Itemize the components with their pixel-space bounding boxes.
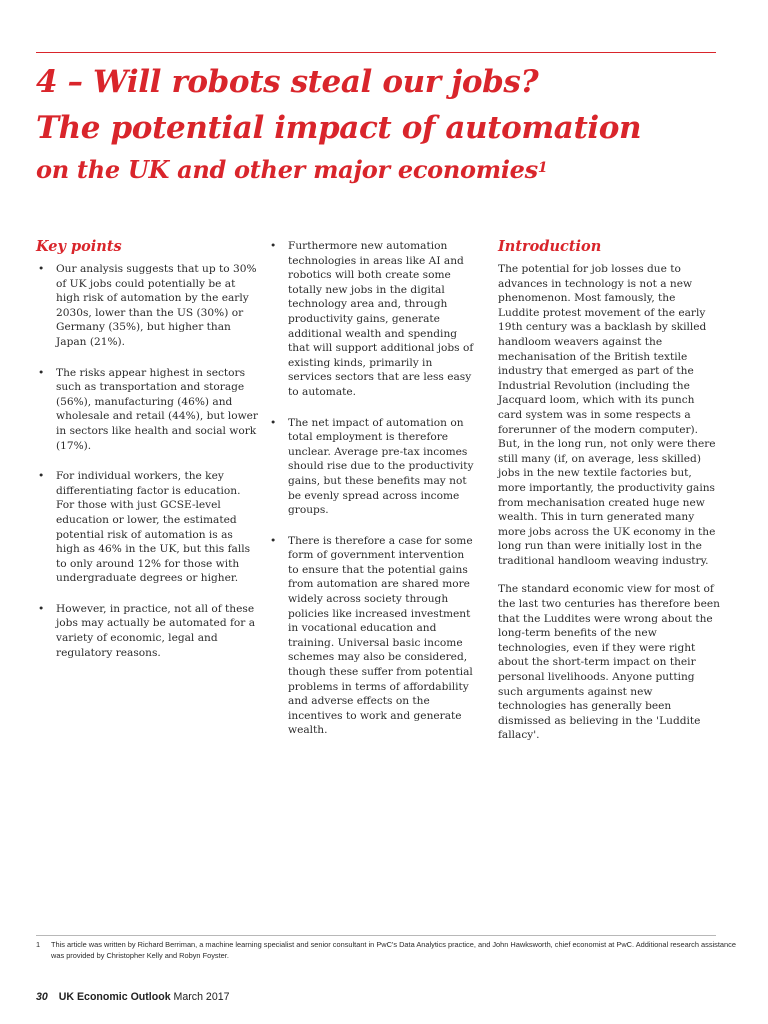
middle-points-column: [268, 239, 476, 754]
top-rule: [36, 52, 716, 53]
introduction-paragraph: The potential for job losses due to advances in technology is not a new phenomenon. Most famously, the Luddite protest movement of the early 19th century was a backlash by skilled handloom weavers against the mechanisation of the British textile industry that emerged as part of the Industrial Revolution (including the Jacquard loom, which with its punch card system was in some respects a forerunner of the modern computer). But, in the long run, not only were there still many (if, on average, less skilled) jobs in the new textile factories but, more importantly, the productivity gains from mechanisation created huge new wealth. This in turn generated many more jobs across the UK economy in the long run than were initially lost in the traditional handloom weaving industry.: [498, 263, 716, 567]
page-title: [36, 62, 736, 186]
footnote: [36, 939, 736, 961]
page-number: 30: [36, 991, 48, 1003]
footnote-number: 1: [36, 940, 41, 949]
list-item: • For individual workers, the key differentiating factor is education. For those with just GCSE-level education or lower, the estimated potential risk of automation is as high as 46% in the UK, but this falls to only around 12% for those with undergraduate degrees or higher.: [36, 469, 258, 586]
footnote-divider: [36, 935, 716, 936]
key-points-column: [36, 238, 258, 676]
key-points-heading: Key points: [36, 238, 122, 255]
list-item: • The net impact of automation on total employment is therefore unclear. Average pre-tax incomes should rise due to the productivity gains, but these benefits may not be evenly spread across income groups.: [268, 416, 476, 518]
list-item: • However, in practice, not all of these jobs may actually be automated for a variety of economic, legal and regulatory reasons.: [36, 602, 258, 660]
list-item: • Furthermore new automation technologies in areas like AI and robotics will both create some totally new jobs in the digital technology area and, through productivity gains, generate additional wealth and spending that will support additional jobs of existing kinds, primarily in services sectors that are less easy to automate.: [268, 239, 476, 400]
list-item: • Our analysis suggests that up to 30% of UK jobs could potentially be at high risk of automation by the early 2030s, lower than the US (30%) or Germany (35%), but higher than Japan (21%).: [36, 262, 258, 350]
title-line-3: [36, 154, 736, 186]
footnote-text: This article was written by Richard Berriman, a machine learning specialist and senior consultant in PwC's Data Analytics practice, and John Hawksworth, chief economist at PwC. Additional research assistance was provided by Christopher Kelly and Robyn Foyster.: [51, 940, 736, 960]
publication-name: UK Economic Outlook: [58, 991, 171, 1003]
title-line-1: 4 – Will robots steal our jobs?: [36, 64, 539, 100]
introduction-paragraph: The standard economic view for most of the last two centuries has therefore been that the Luddites were wrong about the long-term benefits of the new technologies, even if they were right about the short-term impact on their personal livelihoods. Anyone putting such arguments against new technologies has generally been dismissed as believing in the 'Luddite fallacy'.: [498, 583, 720, 742]
page-footer: [36, 991, 230, 1003]
title-line-3-text: on the UK and other major economies: [36, 155, 538, 184]
list-item: • The risks appear highest in sectors such as transportation and storage (56%), manufacturing (46%) and wholesale and retail (44%), but lower in sectors like health and social work (17%).: [36, 366, 258, 454]
introduction-heading: Introduction: [498, 238, 602, 255]
title-line-2: The potential impact of automation: [36, 110, 642, 146]
list-item: • There is therefore a case for some form of government intervention to ensure that the potential gains from automation are shared more widely across society through policies like increased investment in vocational education and training. Universal basic income schemes may also be considered, though these suffer from potential problems in terms of affordability and adverse effects on the incentives to work and generate wealth.: [268, 534, 476, 738]
introduction-column: [498, 238, 720, 757]
key-points-list: [36, 262, 258, 660]
middle-points-list: [268, 239, 476, 738]
title-footnote-ref[interactable]: 1: [537, 160, 548, 176]
publication-date: March 2017: [173, 991, 230, 1003]
